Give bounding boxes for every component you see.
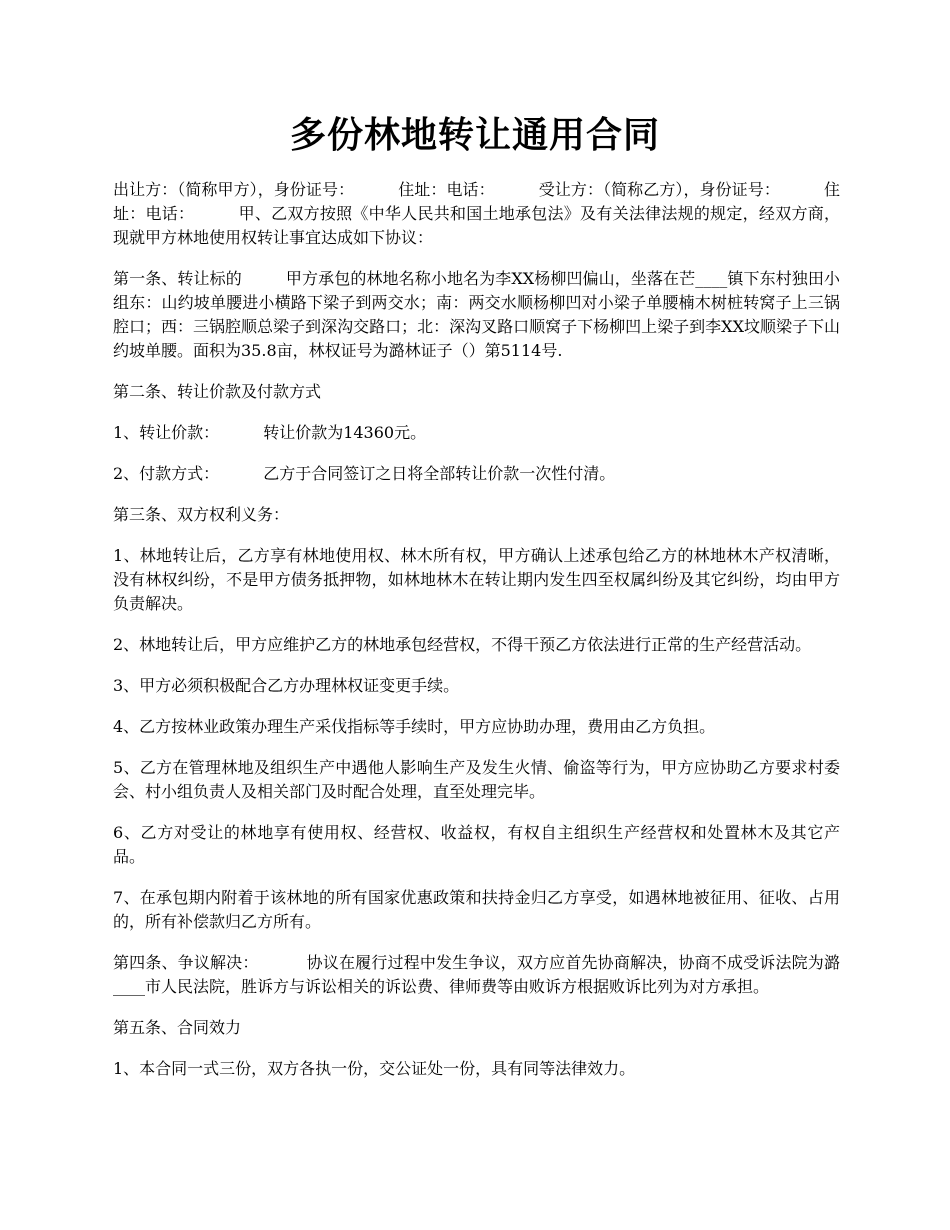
paragraph-article-4 [113, 951, 840, 999]
text-segment: 7、在承包期内附着于该林地的所有国家优惠政策和扶持金归乙方享受，如遇林地被征用、征收、占用的，所有补偿款归乙方所有。 [113, 888, 840, 931]
text-segment: 住址：电话： [113, 180, 840, 223]
paragraph-item-7 [113, 886, 840, 934]
paragraph-effect-1 [113, 1057, 840, 1081]
text-segment: 协议在履行过程中发生争议，双方应首先协商解决，协商不成受诉法院为潞____市人民法院，胜诉方与诉讼相关的诉讼费、律师费等由败诉方根据败诉比列为对方承担。 [113, 953, 840, 996]
text-segment: 6、乙方对受让的林地享有使用权、经营权、收益权，有权自主组织生产经营权和处置林木及其它产品。 [113, 823, 840, 866]
text-segment: 第二条、转让价款及付款方式 [113, 382, 322, 401]
text-segment: 受让方：（简称乙方），身份证号： [538, 180, 780, 199]
text-segment: 1、转让价款： [113, 423, 220, 442]
paragraph-payment [113, 462, 840, 486]
paragraph-article-2-heading [113, 380, 840, 404]
text-segment: 4、乙方按林业政策办理生产采伐指标等手续时，甲方应协助办理，费用由乙方负担。 [113, 717, 716, 736]
text-segment: 3、甲方必须积极配合乙方办理林权证变更手续。 [113, 676, 460, 695]
text-segment: 出让方：（简称甲方），身份证号： [113, 180, 355, 199]
paragraph-item-3 [113, 674, 840, 698]
text-segment: 第一条、转让标的 [113, 269, 242, 288]
paragraph-item-5 [113, 756, 840, 804]
text-segment: 第五条、合同效力 [113, 1018, 242, 1037]
paragraph-item-1 [113, 544, 840, 616]
text-segment: 乙方于合同签订之日将全部转让价款一次性付清。 [263, 464, 616, 483]
text-segment: 1、林地转让后，乙方享有林地使用权、林木所有权，甲方确认上述承包给乙方的林地林木产权清晰，没有林权纠纷，不是甲方债务抵押物，如林地林木在转让期内发生四至权属纠纷及其它纠纷，均由甲方负责解决。 [113, 546, 840, 613]
text-segment: 甲、乙双方按照《中华人民共和国土地承包法》及有关法律法规的规定，经双方商，现就甲方林地使用权转让事宜达成如下协议： [113, 204, 840, 247]
document-body [113, 178, 840, 1098]
paragraph-item-4 [113, 715, 840, 739]
paragraph-item-2 [113, 633, 840, 657]
text-segment: 1、本合同一式三份，双方各执一份，交公证处一份，具有同等法律效力。 [113, 1059, 636, 1078]
text-segment: 2、付款方式： [113, 464, 220, 483]
text-segment: 住址：电话： [398, 180, 495, 199]
paragraph-article-3-heading [113, 503, 840, 527]
text-segment: 转让价款为14360元。 [263, 423, 427, 442]
text-segment: 第三条、双方权利义务： [113, 505, 290, 524]
text-segment: 2、林地转让后，甲方应维护乙方的林地承包经营权，不得干预乙方依法进行正常的生产经营活动。 [113, 635, 812, 654]
text-segment: 甲方承包的林地名称小地名为李XX杨柳凹偏山，坐落在芒____镇下东村独田小组东：山约坡单腰进小横路下梁子到两交水；南：两交水顺杨柳凹对小梁子单腰楠木树桩转窝子上三锅腔口；西：三锅腔顺总梁子到深沟交路口；北：深沟叉路口顺窝子下杨柳凹上梁子到李XX坟顺梁子下山约坡单腰。面积为35.8亩，林权证号为潞林证子（）第5114号. [113, 269, 840, 360]
paragraph-price [113, 421, 840, 445]
paragraph-article-1 [113, 267, 840, 363]
text-segment: 第四条、争议解决： [113, 953, 259, 972]
document-title: 多份林地转让通用合同 [289, 115, 660, 156]
paragraph-item-6 [113, 821, 840, 869]
paragraph-parties [113, 178, 840, 250]
paragraph-article-5-heading [113, 1016, 840, 1040]
text-segment: 5、乙方在管理林地及组织生产中遇他人影响生产及发生火情、偷盗等行为，甲方应协助乙方要求村委会、村小组负责人及相关部门及时配合处理，直至处理完毕。 [113, 758, 840, 801]
